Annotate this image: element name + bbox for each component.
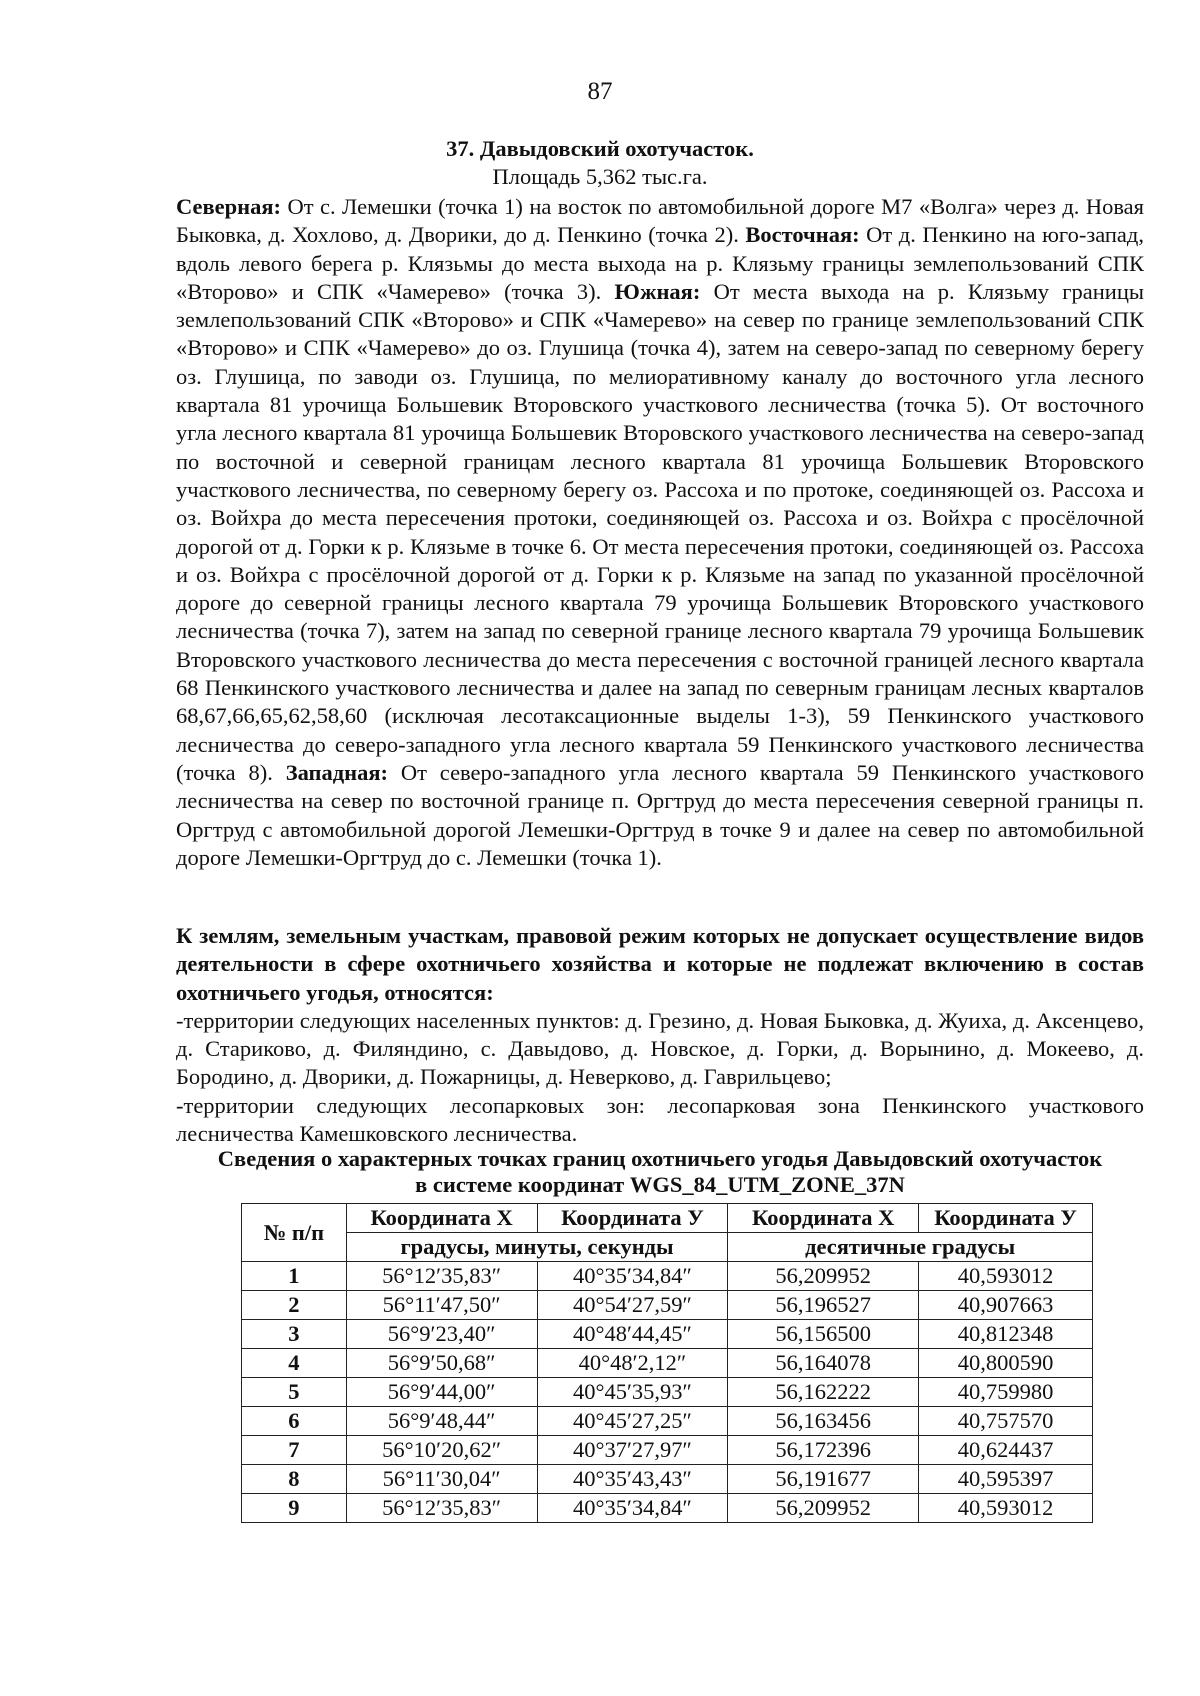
cell-num: 5 (242, 1378, 347, 1407)
boundary-description (176, 193, 1144, 872)
east-text: От д. Пенкино на юго-запад, вдоль левого берега р. Клязьмы до места выхода на р. Клязьму границы землепользований СПК «Второво» и СПК «Чамерево» (точка 3). (176, 222, 1144, 304)
west-label: Западная: (285, 759, 388, 785)
header-num: № п/п (242, 1204, 347, 1262)
header-y-dec: Координата У (919, 1204, 1093, 1233)
cell-x-dec: 56,156500 (728, 1320, 919, 1349)
coordinates-title (176, 1146, 1144, 1198)
cell-y-dms: 40°35′34,84″ (537, 1494, 728, 1523)
cell-x-dec: 56,191677 (728, 1465, 919, 1494)
exclusions-block (176, 922, 1144, 1148)
south-text: От места выхода на р. Клязьму границы землепользований СПК «Второво» и СПК «Чамерево» на север по границе землепользований СПК «Второво» и СПК «Чамерево» до оз. Глушица (точка 4), затем на северо-запад по северному берегу оз. Глушица, по заводи оз. Глушица, по мелиоративному каналу до восточного угла лесного квартала 81 урочища Большевик Второвского участкового лесничества (точка 5). От восточного угла лесного квартала 81 урочища Большевик Второвского участкового лесничества на северо-запад по восточной и северной границам лесного квартала 81 урочища Большевик Второвского участкового лесничества, по северному берегу оз. Рассоха и по протоке, соединяющей оз. Рассоха и оз. Войхра до места пересечения протоки, соединяющей оз. Рассоха и оз. Войхра с просёлочной дорогой от д. Горки к р. Клязьме в точке 6. От места пересечения протоки, соединяющей оз. Рассоха и оз. Войхра с просёлочной дорогой от д. Горки к р. Клязьме на запад по указанной просёлочной дороге до северной границы лесного квартала 79 урочища Большевик Второвского участкового лесничества (точка 7), затем на запад по северной границе лесного квартала 79 урочища Большевик Второвского участкового лесничества до места пересечения с восточной границей лесного квартала 68 Пенкинского участкового лесничества и далее на запад по северным границам лесных кварталов 68,67,66,65,62,58,60 (исключая лесотаксационные выделы 1-3), 59 Пенкинского участкового лесничества до северо-западного угла лесного квартала 59 Пенкинского участкового лесничества (точка 8). (176, 278, 1144, 785)
table-row (242, 1494, 1093, 1523)
section-title: 37. Давыдовский охотучасток. (446, 136, 754, 161)
cell-x-dms: 56°11′47,50″ (346, 1291, 537, 1320)
cell-num: 7 (242, 1436, 347, 1465)
east-label: Восточная: (745, 222, 860, 248)
coordinates-title-line1: Сведения о характерных точках границ охотничьего угодья Давыдовский охотучасток (217, 1146, 1103, 1171)
cell-y-dms: 40°45′35,93″ (537, 1378, 728, 1407)
cell-y-dec: 40,593012 (919, 1262, 1093, 1291)
cell-y-dms: 40°37′27,97″ (537, 1436, 728, 1465)
cell-x-dec: 56,172396 (728, 1436, 919, 1465)
cell-num: 6 (242, 1407, 347, 1436)
south-label: Южная: (614, 278, 701, 304)
cell-x-dec: 56,162222 (728, 1378, 919, 1407)
cell-y-dec: 40,907663 (919, 1291, 1093, 1320)
cell-x-dms: 56°12′35,83″ (346, 1262, 537, 1291)
cell-y-dec: 40,812348 (919, 1320, 1093, 1349)
header-y-dms: Координата У (537, 1204, 728, 1233)
header-x-dms: Координата X (346, 1204, 537, 1233)
cell-x-dms: 56°9′23,40″ (346, 1320, 537, 1349)
exclusions-item-settlements: -территории следующих населенных пунктов: д. Грезино, д. Новая Быковка, д. Жуиха, д. Аксенцево, д. Стариково, д. Филяндино, с. Давыдово, д. Новское, д. Горки, д. Ворынино, д. Мокеево, д. Бородино, д. Дворики, д. Пожарницы, д. Неверково, д. Гаврильцево; (176, 1007, 1144, 1090)
cell-x-dms: 56°11′30,04″ (346, 1465, 537, 1494)
table-row (242, 1465, 1093, 1494)
cell-num: 2 (242, 1291, 347, 1320)
cell-y-dms: 40°48′44,45″ (537, 1320, 728, 1349)
exclusions-item-forest-zones: -территории следующих лесопарковых зон: лесопарковая зона Пенкинского участкового лесничества Камешковского лесничества. (176, 1092, 1144, 1147)
cell-x-dms: 56°9′44,00″ (346, 1378, 537, 1407)
cell-num: 1 (242, 1262, 347, 1291)
subheader-dms: градусы, минуты, секунды (346, 1233, 728, 1262)
cell-x-dms: 56°9′50,68″ (346, 1349, 537, 1378)
cell-y-dms: 40°45′27,25″ (537, 1407, 728, 1436)
west-text: От северо-западного угла лесного квартала 59 Пенкинского участкового лесничества на север по восточной границе п. Оргтруд до места пересечения северной границы п. Оргтруд с автомобильной дорогой Лемешки-Оргтруд в точке 9 и далее на север по автомобильной дороге Лемешки-Оргтруд до с. Лемешки (точка 1). (176, 759, 1144, 870)
cell-y-dms: 40°35′43,43″ (537, 1465, 728, 1494)
exclusions-heading: К землям, земельным участкам, правовой режим которых не допускает осуществление видов деятельности в сфере охотничьего хозяйства и которые не подлежат включению в состав охотничьего угодья, относятся: (176, 923, 1144, 1005)
subheader-dec: десятичные градусы (728, 1233, 1093, 1262)
cell-y-dec: 40,624437 (919, 1436, 1093, 1465)
cell-y-dms: 40°35′34,84″ (537, 1262, 728, 1291)
cell-y-dms: 40°54′27,59″ (537, 1291, 728, 1320)
coordinates-table (241, 1203, 1093, 1523)
coordinates-title-line2: в системе координат WGS_84_UTM_ZONE_37N (415, 1172, 905, 1197)
cell-y-dms: 40°48′2,12″ (537, 1349, 728, 1378)
page-number: 87 (587, 78, 613, 105)
cell-x-dms: 56°9′48,44″ (346, 1407, 537, 1436)
cell-num: 4 (242, 1349, 347, 1378)
cell-y-dec: 40,757570 (919, 1407, 1093, 1436)
table-row (242, 1378, 1093, 1407)
table-row (242, 1436, 1093, 1465)
cell-y-dec: 40,759980 (919, 1378, 1093, 1407)
cell-x-dms: 56°12′35,83″ (346, 1494, 537, 1523)
cell-y-dec: 40,593012 (919, 1494, 1093, 1523)
cell-x-dms: 56°10′20,62″ (346, 1436, 537, 1465)
cell-y-dec: 40,800590 (919, 1349, 1093, 1378)
north-label: Северная: (176, 194, 282, 219)
cell-num: 8 (242, 1465, 347, 1494)
cell-x-dec: 56,164078 (728, 1349, 919, 1378)
cell-x-dec: 56,163456 (728, 1407, 919, 1436)
table-row (242, 1320, 1093, 1349)
table-row (242, 1291, 1093, 1320)
table-row (242, 1407, 1093, 1436)
cell-num: 9 (242, 1494, 347, 1523)
area-line: Площадь 5,362 тыс.га. (492, 164, 708, 189)
cell-num: 3 (242, 1320, 347, 1349)
cell-x-dec: 56,209952 (728, 1494, 919, 1523)
header-x-dec: Координата X (728, 1204, 919, 1233)
cell-y-dec: 40,595397 (919, 1465, 1093, 1494)
cell-x-dec: 56,196527 (728, 1291, 919, 1320)
north-text: От с. Лемешки (точка 1) на восток по автомобильной дороге М7 «Волга» через д. Новая Быковка, д. Хохлово, д. Дворики, до д. Пенкино (точка 2). (176, 194, 1144, 248)
table-row (242, 1349, 1093, 1378)
table-row (242, 1262, 1093, 1291)
cell-x-dec: 56,209952 (728, 1262, 919, 1291)
